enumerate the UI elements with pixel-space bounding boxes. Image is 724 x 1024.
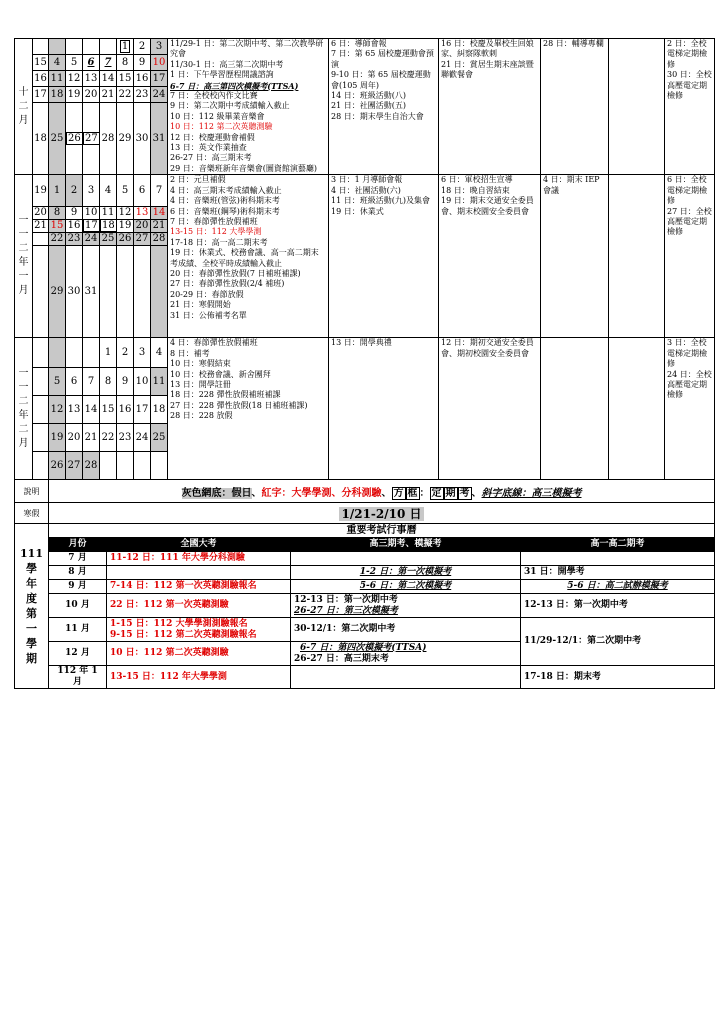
legend: 灰色網底：假日、紅字：大學學測、分科測驗、 方 框 ： 定 期 考 、斜字底線：高三模擬考: [49, 480, 715, 503]
day-cell: 20: [83, 87, 100, 103]
day-cell: 28: [151, 233, 168, 246]
day-cell: 29: [49, 246, 66, 338]
day-cell: 17: [151, 71, 168, 87]
day-cell: 24: [151, 87, 168, 103]
exam-junior: 31 日：開學考: [521, 566, 715, 580]
day-cell: [100, 246, 117, 338]
header-month: 月份: [49, 538, 107, 552]
day-cell: [83, 338, 100, 368]
day-cell: 1: [100, 338, 117, 368]
winter-value: 1/21-2/10 日: [49, 503, 715, 524]
day-cell: 10: [151, 55, 168, 71]
day-cell: 23: [117, 424, 134, 452]
day-cell: 5: [49, 368, 66, 396]
day-cell: 29: [117, 103, 134, 175]
day-cell: 24: [83, 233, 100, 246]
day-cell: 19: [66, 87, 83, 103]
week-number: [33, 338, 49, 368]
day-cell: 8: [100, 368, 117, 396]
day-cell: 11: [100, 207, 117, 220]
events-col-3: 16 日：校慶及畢校生回娘家、糾察隊軟刺 21 日：賞居生期末座談暨聯歡餐會: [439, 39, 541, 175]
exam-senior: 1-2 日：第一次模擬考: [291, 566, 521, 580]
day-cell: 16: [66, 220, 83, 233]
day-cell: 12: [117, 207, 134, 220]
calendar-table: [14, 38, 715, 524]
day-cell: [151, 246, 168, 338]
day-cell: 2: [117, 338, 134, 368]
day-cell: 2: [66, 175, 83, 207]
exam-junior: 5-6 日：高二試辦模擬考: [521, 580, 715, 594]
exam-national: 10 日：112 第二次英聽測驗: [107, 642, 291, 666]
exam-month: 7 月: [49, 552, 107, 566]
exam-month: 12 月: [49, 642, 107, 666]
day-cell: 7: [100, 55, 117, 71]
exam-senior: [291, 552, 521, 566]
day-cell: 1: [49, 175, 66, 207]
week-number: 21: [34, 220, 47, 232]
day-cell: 31: [151, 103, 168, 175]
header-senior: 高三期考、模擬考: [291, 538, 521, 552]
day-cell: 21: [151, 220, 168, 233]
day-cell: [134, 452, 151, 480]
header-junior: 高一高二期考: [521, 538, 715, 552]
day-cell: [66, 338, 83, 368]
events-col-6: 2 日：全校電梯定期檢修 30 日：全校高壓電定期檢修: [665, 39, 715, 175]
day-cell: 30: [66, 246, 83, 338]
day-cell: 25: [100, 233, 117, 246]
day-cell: [117, 246, 134, 338]
exam-national: 13-15 日：112 年大學學測: [107, 666, 291, 689]
exam-junior: [521, 552, 715, 566]
day-cell: [83, 39, 100, 55]
day-cell: 7: [83, 368, 100, 396]
exam-month: 8 月: [49, 566, 107, 580]
day-cell: 26: [66, 103, 83, 175]
month-label-jan: 一 一 二 年 一 月: [15, 175, 33, 338]
events-col-4: 28 日：輔導專欄: [541, 39, 609, 175]
day-cell: 23: [134, 87, 151, 103]
day-cell: 11: [49, 71, 66, 87]
exam-national: 7-14 日：112 第一次英聽測驗報名: [107, 580, 291, 594]
events-col-1: 11/29-1 日：第二次期中考、第二次教學研究會 11/30-1 日：高三第二次期中考 1 日：下午學習歷程開議諮詢 6-7 日：高三第四次模擬考(TTSA) 7 日：全校校內作文比賽 9 日：第二次期中考成績輸入截止 10 日：112 級畢業音樂會 10 日：112 第二次英聽測驗 12 日：校慶運動會補假 13 日：英文作業抽查 26-27 日：高三期末考 29 日：音樂班新年音樂會(圖資館演藝廳): [168, 39, 329, 175]
day-cell: 9: [134, 55, 151, 71]
week-number: 20: [34, 207, 47, 219]
day-cell: 21: [83, 424, 100, 452]
day-cell: 8: [49, 207, 66, 220]
day-cell: 4: [49, 55, 66, 71]
day-cell: 24: [134, 424, 151, 452]
exam-table: [14, 523, 715, 689]
week-number: 17: [33, 87, 49, 103]
exam-month: 11 月: [49, 618, 107, 642]
day-cell: 13: [134, 207, 151, 220]
day-cell: 11: [151, 368, 168, 396]
week-number: [33, 452, 49, 480]
events-col-3: 6 日：軍校招生宣導 18 日：晚自習結束 19 日：期末交通安全委員會、期末校園安全委員會: [439, 175, 541, 338]
day-cell: 22: [49, 233, 66, 246]
events-col-4: 4 日：期末 IEP 會議: [541, 175, 609, 338]
day-cell: 6: [83, 55, 100, 71]
events-col-6: 3 日：全校電梯定期檢修 24 日：全校高壓電定期檢修: [665, 338, 715, 480]
day-cell: 4: [100, 175, 117, 207]
events-col-6: 6 日：全校電梯定期檢修 27 日：全校高壓電定期檢修: [665, 175, 715, 338]
day-cell: 28: [100, 103, 117, 175]
day-cell: 20: [66, 424, 83, 452]
day-cell: 31: [83, 246, 100, 338]
exam-national: 1-15 日：112 大學學測測驗報名 9-15 日：112 第二次英聽測驗報名: [107, 618, 291, 642]
header-national: 全國大考: [107, 538, 291, 552]
day-cell: 27: [66, 452, 83, 480]
day-cell: 6: [134, 175, 151, 207]
legend-label: 說明: [15, 480, 49, 503]
exam-senior: 12-13 日：第一次期中考 26-27 日：第三次模擬考: [291, 594, 521, 618]
day-cell: 14: [83, 396, 100, 424]
week-number: [33, 246, 49, 338]
week-number: [33, 39, 49, 55]
day-cell: 1: [117, 39, 134, 55]
day-cell: [151, 452, 168, 480]
day-cell: 21: [100, 87, 117, 103]
day-cell: [100, 39, 117, 55]
day-cell: 3: [83, 175, 100, 207]
day-cell: 13: [66, 396, 83, 424]
semester-label: 111 學 年 度 第 一 學 期: [15, 524, 49, 689]
exam-senior: 5-6 日：第二次模擬考: [291, 580, 521, 594]
day-cell: 23: [66, 233, 83, 246]
events-col-2: 6 日：導師會報 7 日：第 65 屆校慶運動會預演 9-10 日：第 65 屆校慶運動會(105 周年) 14 日：班級活動(八) 21 日：社團活動(五) 28 日：期末學生自治大會: [329, 39, 439, 175]
day-cell: 18: [49, 87, 66, 103]
day-cell: 9: [117, 368, 134, 396]
day-cell: 30: [134, 103, 151, 175]
day-cell: 15: [100, 396, 117, 424]
day-cell: 10: [134, 368, 151, 396]
exam-senior: [291, 666, 521, 689]
day-cell: 13: [83, 71, 100, 87]
day-cell: 6: [66, 368, 83, 396]
day-cell: 8: [117, 55, 134, 71]
day-cell: 17: [134, 396, 151, 424]
day-cell: 5: [66, 55, 83, 71]
day-cell: 20: [134, 220, 151, 233]
day-cell: [66, 39, 83, 55]
events-col-4: [541, 338, 609, 480]
day-cell: 14: [100, 71, 117, 87]
week-number: 16: [33, 71, 49, 87]
day-cell: [100, 452, 117, 480]
day-cell: 19: [49, 424, 66, 452]
day-cell: 12: [66, 71, 83, 87]
day-cell: 5: [117, 175, 134, 207]
day-cell: 27: [134, 233, 151, 246]
day-cell: 3: [151, 39, 168, 55]
exam-month: 9 月: [49, 580, 107, 594]
events-col-5: [609, 175, 665, 338]
exam-month: 10 月: [49, 594, 107, 618]
day-cell: 4: [151, 338, 168, 368]
day-cell: 26: [117, 233, 134, 246]
day-cell: [49, 39, 66, 55]
exam-national: [107, 566, 291, 580]
day-cell: [117, 452, 134, 480]
exam-title: 重要考試行事曆: [49, 524, 715, 538]
week-number: [33, 424, 49, 452]
day-cell: 16: [134, 71, 151, 87]
day-cell: 22: [100, 424, 117, 452]
day-cell: [134, 246, 151, 338]
exam-senior: 30-12/1：第二次期中考: [291, 618, 521, 642]
day-cell: [49, 338, 66, 368]
day-cell: 19: [117, 220, 134, 233]
week-number: 19: [33, 175, 49, 207]
exam-national: 11-12 日：111 年大學分科測驗: [107, 552, 291, 566]
month-label-feb: 一 一 二 年 二 月: [15, 338, 33, 480]
day-cell: 18: [100, 220, 117, 233]
week-number: [33, 233, 49, 246]
events-col-1: 2 日：元旦補假 4 日：高三期末考成績輸入截止 4 日：音樂班(管弦)術科期末考 6 日：音樂班(鋼琴)術科期末考 7 日：春節彈性放假補班 13-15 日：112 大學學測 17-18 日：高一高二期末考 19 日：休業式、校務會議、高一高二期末考成績、全校平時成績輸入截止 20 日：春節彈性放假(7 日補班補課) 27 日：春節彈性放假(2/4 補班) 20-29 日：春節放假 21 日：寒假開始 31 日：公佈補考名單: [168, 175, 329, 338]
day-cell: 10: [83, 207, 100, 220]
winter-label: 寒假: [15, 503, 49, 524]
exam-junior: 17-18 日：期末考: [521, 666, 715, 689]
day-cell: 25: [49, 103, 66, 175]
day-cell: 27: [83, 103, 100, 175]
week-number: [33, 396, 49, 424]
day-cell: 9: [66, 207, 83, 220]
day-cell: 17: [83, 220, 100, 233]
events-col-2: 3 日：1 月導師會報 4 日：社團活動(六) 11 日：班級活動(九)及集會 19 日：休業式: [329, 175, 439, 338]
day-cell: 26: [49, 452, 66, 480]
exam-national: 22 日：112 第一次英聽測驗: [107, 594, 291, 618]
events-col-1: 4 日：春節彈性放假補班 8 日：補考 10 日：寒假結束 10 日：校務會議、新舍團拜 13 日：開學註冊 18 日：228 彈性放假補班補課 27 日：228 彈性放假(18 日補班補課) 28 日：228 放假: [168, 338, 329, 480]
day-cell: 2: [134, 39, 151, 55]
day-cell: 14: [151, 207, 168, 220]
events-col-2: 13 日：開學典禮: [329, 338, 439, 480]
day-cell: 15: [49, 220, 66, 233]
day-cell: 25: [151, 424, 168, 452]
day-cell: 7: [151, 175, 168, 207]
day-cell: 15: [117, 71, 134, 87]
exam-month: 112 年 1 月: [49, 666, 107, 689]
events-col-3: 12 日：期初交通安全委員會、期初校園安全委員會: [439, 338, 541, 480]
week-number: 15: [33, 55, 49, 71]
exam-senior: 6-7 日：第四次模擬考(TTSA) 26-27 日：高三期末考: [291, 642, 521, 666]
events-col-5: [609, 338, 665, 480]
exam-junior: 12-13 日：第一次期中考: [521, 594, 715, 618]
calendar-sheet: [14, 38, 714, 689]
day-cell: 3: [134, 338, 151, 368]
day-cell: 28: [83, 452, 100, 480]
day-cell: 22: [117, 87, 134, 103]
month-label-dec: 十 二 月: [15, 39, 33, 175]
day-cell: 16: [117, 396, 134, 424]
week-number: 18: [33, 103, 49, 175]
day-cell: 18: [151, 396, 168, 424]
events-col-5: [609, 39, 665, 175]
day-cell: 12: [49, 396, 66, 424]
week-number: [33, 368, 49, 396]
exam-junior: 11/29-12/1：第二次期中考: [521, 618, 715, 666]
